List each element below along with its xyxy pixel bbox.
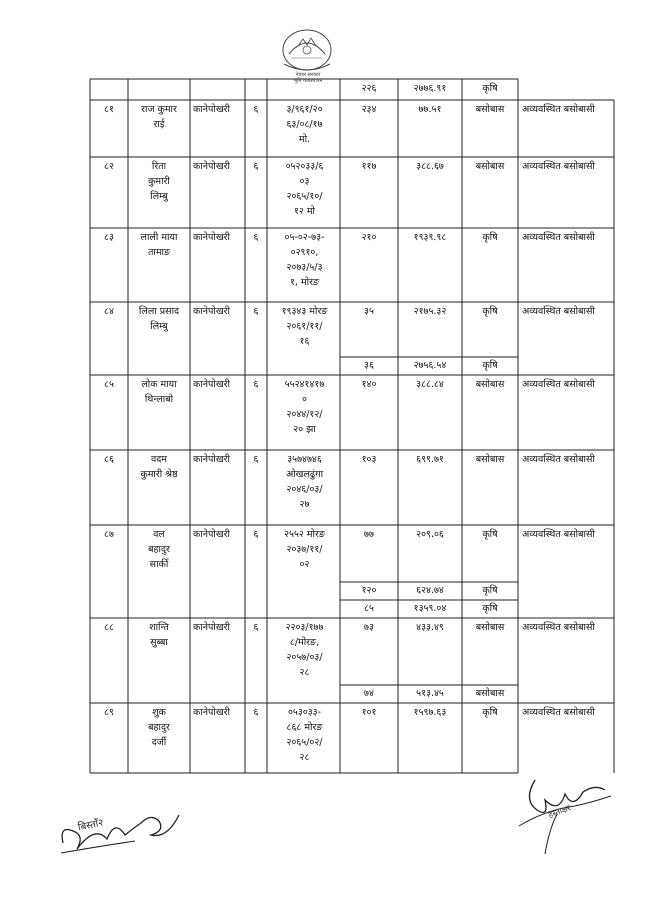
settlement-status: अव्यवस्थित बसोबासी <box>522 454 595 465</box>
land-use-type: बसोबास <box>475 104 505 115</box>
serial-number: ८४ <box>104 306 114 317</box>
ward-number: ६ <box>253 707 259 718</box>
applicant-name-line: रिता <box>151 161 167 172</box>
land-use-type: कृषि <box>482 529 498 540</box>
citizenship-line: ०५-०२-७३- <box>284 232 325 243</box>
parcel-kitta-number: १२० <box>361 585 377 596</box>
ward-number: ६ <box>253 379 259 390</box>
applicant-name-line: राई <box>153 119 165 130</box>
municipality: कानेपोखरी <box>193 707 231 718</box>
parcel-area: ६९९.७१ <box>416 454 444 465</box>
parcel-area: ३८८.८४ <box>416 379 444 390</box>
citizenship-line: १२ मो <box>293 206 316 217</box>
left-signature <box>55 795 185 865</box>
applicant-name-line: लिम्बु <box>150 321 168 332</box>
citizenship-line: ०२ <box>299 559 310 570</box>
ward-number: ६ <box>253 454 259 465</box>
citizenship-line: २०३७/११/ <box>286 544 323 555</box>
citizenship-line: २० झा <box>293 424 316 435</box>
settlement-status: अव्यवस्थित बसोबासी <box>522 529 595 540</box>
municipality: कानेपोखरी <box>193 379 231 390</box>
emblem-caption-line-1: नेपाल सरकार <box>295 72 321 78</box>
parcel-area: ४३३.४९ <box>416 622 444 633</box>
applicant-name-line: वल <box>153 529 165 540</box>
parcel-area: ३८८.६७ <box>416 161 444 172</box>
land-use-type: कृषि <box>482 707 498 718</box>
applicant-name-line: सुब्बा <box>150 637 168 648</box>
left-signature-text: बिस्ताँ२ <box>77 817 105 834</box>
parcel-area: १३५९.०४ <box>413 603 447 614</box>
municipality: कानेपोखरी <box>193 104 231 115</box>
parcel-area: २१७५.३२ <box>413 306 447 317</box>
serial-number: ८९ <box>104 707 114 718</box>
land-use-type: बसोबास <box>475 161 505 172</box>
applicant-name-line: लिम्बु <box>150 191 168 202</box>
parcel-kitta-number: ३६ <box>364 360 374 371</box>
citizenship-line: २२०३/१७७ <box>285 622 324 633</box>
settlement-status: अव्यवस्थित बसोबासी <box>522 232 595 243</box>
settlement-status: अव्यवस्थित बसोबासी <box>522 622 595 633</box>
ward-number: ६ <box>253 622 259 633</box>
applicant-name-line: दर्जी <box>151 737 167 748</box>
parcel-kitta-number: ७३ <box>364 622 374 633</box>
citizenship-line: मो. <box>298 134 311 145</box>
citizenship-line: २५५२ मोरङ <box>284 529 325 540</box>
serial-number: ८३ <box>104 232 114 243</box>
ward-number: ६ <box>253 161 259 172</box>
applicant-name-line: लिला प्रसाद <box>138 306 180 317</box>
citizenship-line: २०६५/१०/ <box>286 191 323 202</box>
applicant-name-line: शान्ति <box>149 622 169 633</box>
applicant-name-line: शुक <box>152 707 166 718</box>
land-use-type: बसोबास <box>475 379 505 390</box>
citizenship-line: २८ <box>299 752 310 763</box>
serial-number: ८६ <box>104 454 114 465</box>
citizenship-line: २०६५/०२/ <box>286 737 323 748</box>
serial-number: ८२ <box>104 161 114 172</box>
land-use-type: कृषि <box>482 83 498 94</box>
parcel-kitta-number: २१० <box>361 232 377 243</box>
parcel-area: ६२४.७४ <box>416 585 444 596</box>
settlement-status: अव्यवस्थित बसोबासी <box>522 104 595 115</box>
citizenship-line: ५५२४१४१७ <box>284 379 325 390</box>
land-use-type: बसोबास <box>475 622 505 633</box>
citizenship-line: ०५३०३३- <box>287 707 322 718</box>
applicant-name-line: बहादुर <box>148 544 170 555</box>
ward-number: ६ <box>253 529 259 540</box>
parcel-kitta-number: ३५ <box>364 306 374 317</box>
serial-number: ८८ <box>104 622 114 633</box>
citizenship-line: ०२९१०, <box>290 247 319 258</box>
citizenship-line: २०५७/०३/ <box>286 652 323 663</box>
ward-number: ६ <box>253 306 259 317</box>
applicant-name-line: थिन्लाबो <box>144 394 174 405</box>
parcel-area: १५९७.६३ <box>413 707 447 718</box>
citizenship-line: १९३४३ मोरङ <box>281 306 328 317</box>
land-use-type: बसोबास <box>475 688 505 699</box>
citizenship-line: १६ <box>299 336 310 347</box>
municipality: कानेपोखरी <box>193 622 231 633</box>
municipality: कानेपोखरी <box>193 454 231 465</box>
land-use-type: कृषि <box>482 360 498 371</box>
settlement-status: अव्यवस्थित बसोबासी <box>522 707 595 718</box>
applicant-name-line: तामाङ <box>147 247 171 258</box>
applicant-name-line: सार्की <box>149 559 169 570</box>
applicant-name-line: राज कुमार <box>141 104 177 115</box>
land-use-type: कृषि <box>482 603 498 614</box>
applicant-name-line: बहादुर <box>148 722 170 733</box>
serial-number: ८१ <box>104 104 114 115</box>
parcel-kitta-number: १४० <box>361 379 377 390</box>
citizenship-line: ओखलढुंगा <box>285 469 324 480</box>
settlement-status: अव्यवस्थित बसोबासी <box>522 306 595 317</box>
citizenship-line: २०६१/११/ <box>286 321 323 332</box>
ward-number: ६ <box>253 232 259 243</box>
citizenship-line: ० <box>302 394 307 405</box>
parcel-area: ७७.५१ <box>418 104 442 115</box>
municipality: कानेपोखरी <box>193 161 231 172</box>
parcel-area: २७५६.५४ <box>413 360 447 371</box>
land-use-type: कृषि <box>482 585 498 596</box>
land-use-type: कृषि <box>482 306 498 317</box>
land-use-type: बसोबास <box>475 454 505 465</box>
parcel-area: २०९.०६ <box>416 529 444 540</box>
citizenship-line: ६३/०८/१७ <box>286 119 323 130</box>
applicant-name-line: वदम <box>150 454 167 465</box>
parcel-kitta-number: २३४ <box>361 104 377 115</box>
citizenship-line: २०४४/१२/ <box>286 409 323 420</box>
parcel-area: ५१३.४५ <box>416 688 444 699</box>
applicant-name-line: लाली माया <box>140 232 178 243</box>
serial-number: ८५ <box>104 379 114 390</box>
municipality: कानेपोखरी <box>193 232 231 243</box>
citizenship-line: ०५२०३३/६ <box>285 161 324 172</box>
citizenship-line: ३५७४७४६ <box>287 454 322 465</box>
citizenship-line: २८ <box>299 667 310 678</box>
citizenship-line: ०३ <box>299 176 310 187</box>
parcel-kitta-number: १०३ <box>361 454 377 465</box>
emblem-caption-line-2: भूमि व्यवस्थापन <box>293 78 323 84</box>
applicant-name-line: कुमारी <box>148 176 170 187</box>
settlement-status: अव्यवस्थित बसोबासी <box>522 379 595 390</box>
parcel-kitta-number: ८५ <box>364 603 374 614</box>
right-signature-text: हस्ताक्षर <box>547 803 572 820</box>
citizenship-line: २०७३/५/३ <box>286 262 323 273</box>
parcel-kitta-number: १०१ <box>361 707 377 718</box>
applicant-name-line: लोक माया <box>141 379 177 390</box>
serial-number: ८७ <box>104 529 114 540</box>
parcel-kitta-number: २२६ <box>361 83 377 94</box>
parcel-kitta-number: ७७ <box>364 529 374 540</box>
citizenship-line: ८६८ मोरङ <box>286 722 323 733</box>
parcel-area: २७७६.९१ <box>413 83 447 94</box>
settlement-status: अव्यवस्थित बसोबासी <box>522 161 595 172</box>
municipality: कानेपोखरी <box>193 306 231 317</box>
parcel-kitta-number: ११७ <box>361 161 377 172</box>
land-use-type: कृषि <box>482 232 498 243</box>
municipality: कानेपोखरी <box>193 529 231 540</box>
applicant-name-line: कुमारी श्रेष्ठ <box>140 469 178 480</box>
citizenship-line: ८/मोरङ, <box>289 637 320 648</box>
citizenship-line: १, मोरङ <box>289 277 320 288</box>
citizenship-line: २०४६/०३/ <box>286 484 323 495</box>
citizenship-line: २७ <box>299 499 310 510</box>
parcel-area: १९३९.९८ <box>413 232 447 243</box>
parcel-kitta-number: ७४ <box>364 688 374 699</box>
ward-number: ६ <box>253 104 259 115</box>
citizenship-line: ३/९६१/२० <box>286 104 323 115</box>
